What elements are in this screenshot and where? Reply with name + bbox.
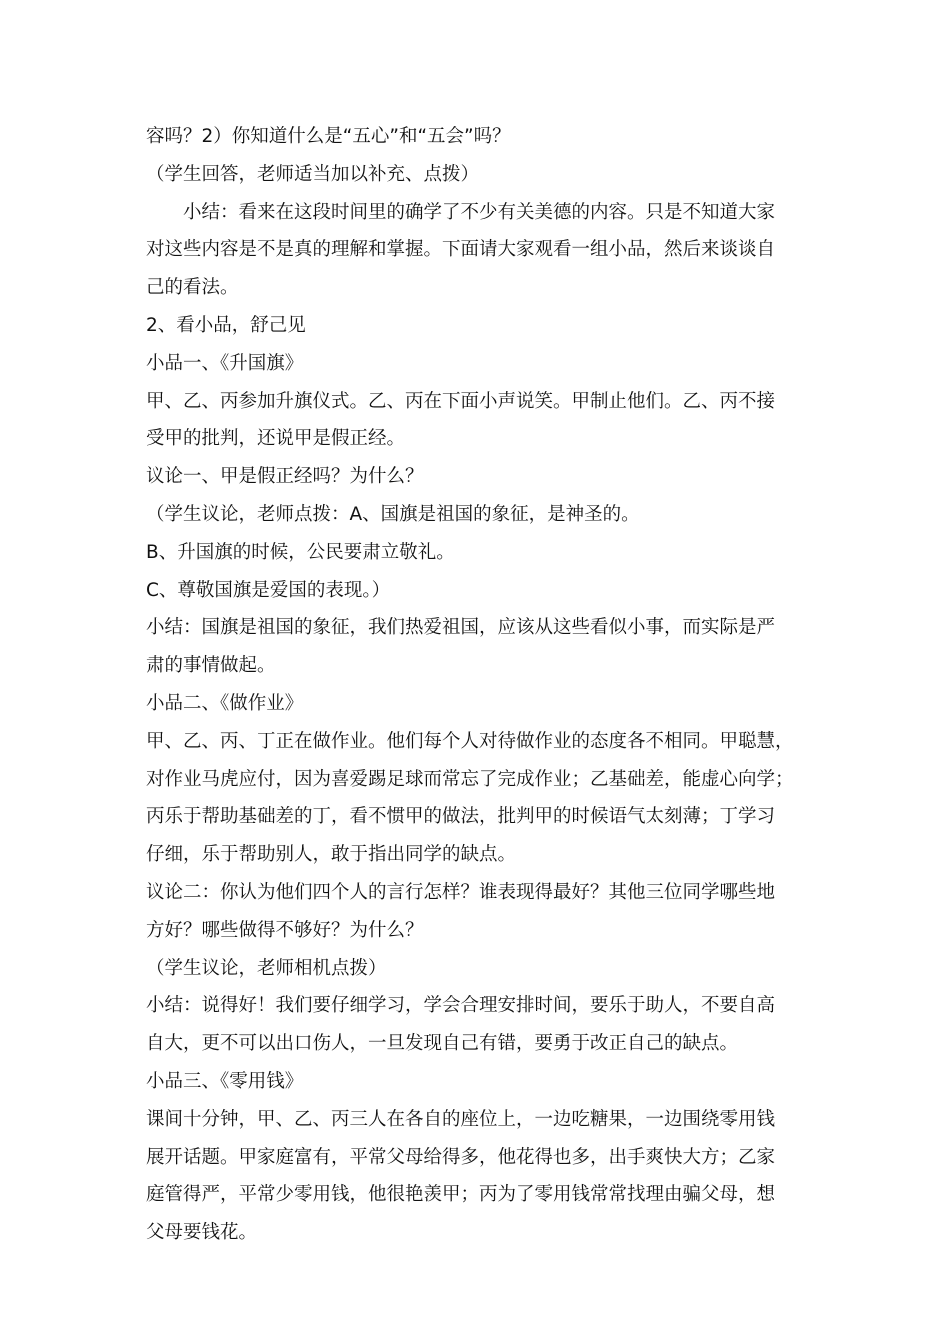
text-line: 己的看法。 (146, 277, 239, 299)
text-line: 仔细，乐于帮助别人，敢于指出同学的缺点。 (146, 844, 517, 866)
section-heading: 2、看小品，舒己见 (146, 314, 306, 336)
text-line: 丙乐于帮助基础差的丁，看不惯甲的做法，批判甲的时候语气太刻薄；丁学习 (146, 806, 776, 828)
document-body (146, 118, 810, 1252)
text-line: （学生议论，老师相机点拨） (146, 957, 387, 979)
text-line: 对这些内容是不是真的理解和掌握。下面请大家观看一组小品，然后来谈谈自 (146, 239, 776, 261)
text-line: 甲、乙、丙参加升旗仪式。乙、丙在下面小声说笑。甲制止他们。乙、丙不接 (146, 390, 776, 412)
text-line: C、尊敬国旗是爱国的表现。） (146, 579, 391, 601)
text-line: 庭管得严，平常少零用钱，他很艳羡甲；丙为了零用钱常常找理由骗父母，想 (146, 1184, 776, 1206)
text-line: 小结：说得好！我们要仔细学习，学会合理安排时间，要乐于助人，不要自高 (146, 995, 776, 1017)
text-line: 容吗？2）你知道什么是“五心”和“五会”吗？ (146, 126, 511, 147)
skit-title: 小品一、《升国旗》 (146, 352, 304, 374)
skit-title: 小品二、《做作业》 (146, 692, 304, 714)
text-line: （学生议论，老师点拨：A、国旗是祖国的象征，是神圣的。 (146, 503, 640, 525)
text-line: 展开话题。甲家庭富有，平常父母给得多，他花得也多，出手爽快大方；乙家 (146, 1146, 776, 1168)
text-line: 父母要钱花。 (146, 1222, 258, 1244)
text-line: 课间十分钟，甲、乙、丙三人在各自的座位上，一边吃糖果，一边围绕零用钱 (146, 1108, 776, 1130)
text-line: （学生回答，老师适当加以补充、点拨） (146, 163, 480, 185)
discussion-question: 议论一、甲是假正经吗？为什么？ (146, 466, 424, 488)
text-line: 对作业马虎应付，因为喜爱踢足球而常忘了完成作业；乙基础差，能虚心向学； (146, 768, 794, 790)
text-line: 肃的事情做起。 (146, 655, 276, 677)
skit-title: 小品三、《零用钱》 (146, 1070, 304, 1092)
text-line: 小结：国旗是祖国的象征，我们热爱祖国，应该从这些看似小事，而实际是严 (146, 617, 776, 639)
text-line: 方好？哪些做得不够好？为什么？ (146, 919, 424, 941)
text-line: 小结：看来在这段时间里的确学了不少有关美德的内容。只是不知道大家 (183, 201, 776, 223)
text-line: 甲、乙、丙、丁正在做作业。他们每个人对待做作业的态度各不相同。甲聪慧， (146, 730, 794, 752)
text-line: 受甲的批判，还说甲是假正经。 (146, 428, 406, 450)
text-line: 自大，更不可以出口伤人，一旦发现自己有错，要勇于改正自己的缺点。 (146, 1033, 739, 1055)
text-line: B、升国旗的时候，公民要肃立敬礼。 (146, 541, 455, 563)
discussion-question: 议论二：你认为他们四个人的言行怎样？谁表现得最好？其他三位同学哪些地 (146, 881, 776, 903)
